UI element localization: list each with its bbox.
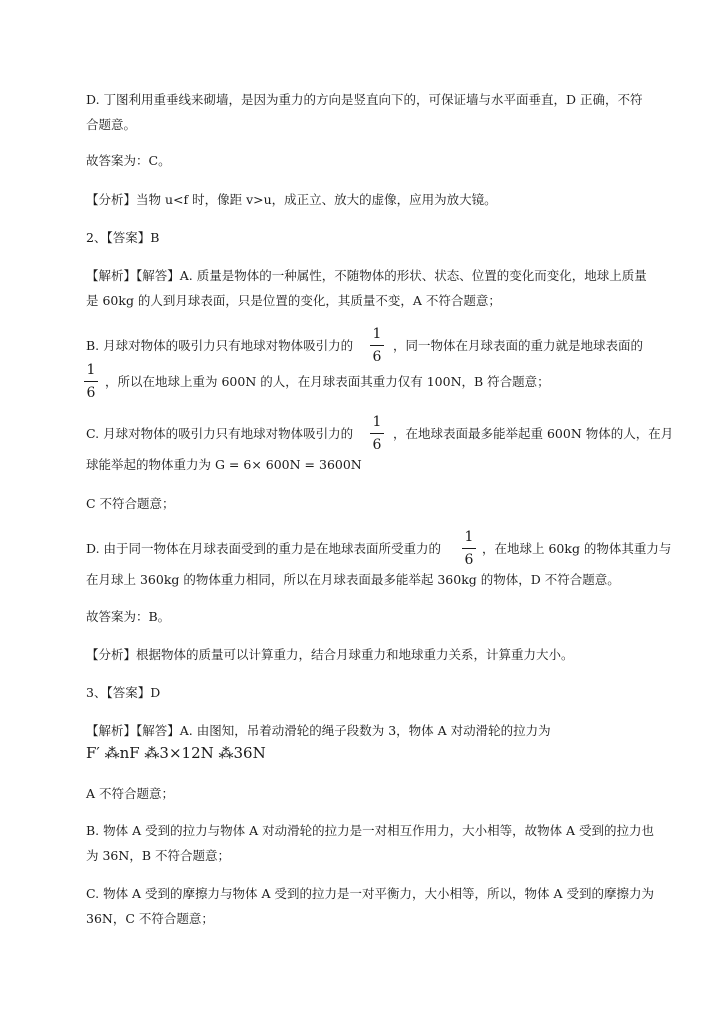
answer-heading: 2、【答案】B	[86, 230, 160, 245]
text-line: A 不符合题意；	[86, 786, 175, 801]
text-line: 为 36N，B 不符合题意；	[86, 848, 230, 863]
text-line: D. 丁图利用重垂线来砌墙，是因为重力的方向是竖直向下的，可保证墙与水平面垂直，D 正确，不符	[86, 92, 643, 107]
analysis-paragraph: 【分析】根据物体的质量可以计算重力，结合月球重力和地球重力关系，计算重力大小。	[86, 647, 574, 662]
text-line: 36N，C 不符合题意；	[86, 911, 214, 926]
text-line: 【解析】【解答】A. 质量是物体的一种属性，不随物体的形状、状态、位置的变化而变化，地球上质量	[86, 268, 647, 283]
text-line: 球能举起的物体重力为 G = 6× 600N = 3600N	[86, 457, 362, 472]
formula-line: F′ ⁂nF ⁂3×12N ⁂36N	[86, 744, 266, 762]
fraction-one-sixth	[84, 361, 98, 402]
text-line: B. 物体 A 受到的拉力与物体 A 对动滑轮的拉力是一对相互作用力，大小相等，故物体 A 受到的拉力也	[86, 823, 655, 838]
answer-heading: 3、【答案】D	[86, 685, 161, 700]
text-line: 故答案为：B。	[86, 609, 171, 624]
text-line: C. 物体 A 受到的摩擦力与物体 A 受到的拉力是一对平衡力，大小相等，所以，物体 A 受到的摩擦力为	[86, 886, 654, 901]
text-line: 是 60kg 的人到月球表面，只是位置的变化，其质量不变，A 不符合题意；	[86, 293, 501, 308]
text-line: 合题意。	[86, 117, 137, 132]
text-line: ，在地球上 60kg 的物体其重力与	[482, 541, 672, 556]
text-line: ，在地球表面最多能举起重 600N 物体的人，在月	[393, 426, 674, 441]
fraction-numerator: 1	[372, 414, 382, 430]
text-line: ，同一物体在月球表面的重力就是地球表面的	[393, 338, 644, 353]
fraction-numerator: 1	[372, 326, 382, 342]
text-line: 在月球上 360kg 的物体重力相同，所以在月球表面最多能举起 360kg 的物体，D 不符合题意。	[86, 572, 620, 587]
text-line: B. 月球对物体的吸引力只有地球对物体吸引力的	[86, 338, 354, 353]
text-line: C 不符合题意；	[86, 496, 175, 511]
fraction-one-sixth	[462, 528, 476, 569]
fraction-one-sixth	[370, 413, 384, 454]
analysis-paragraph: 【分析】当物 u<f 时，像距 v>u，成正立、放大的虚像，应用为放大镜。	[86, 192, 497, 207]
fraction-one-sixth	[370, 325, 384, 366]
text-line: 故答案为：C。	[86, 153, 171, 168]
fraction-denominator: 6	[464, 552, 474, 568]
text-line: 【解析】【解答】A. 由图知，吊着动滑轮的绳子段数为 3，物体 A 对动滑轮的拉力为	[86, 723, 551, 738]
fraction-numerator: 1	[464, 529, 474, 545]
fraction-denominator: 6	[86, 385, 96, 401]
fraction-denominator: 6	[372, 349, 382, 365]
text-line: C. 月球对物体的吸引力只有地球对物体吸引力的	[86, 426, 354, 441]
fraction-numerator: 1	[86, 362, 96, 378]
fraction-denominator: 6	[372, 437, 382, 453]
text-line: ，所以在地球上重为 600N 的人，在月球表面其重力仅有 100N，B 符合题意；	[105, 374, 550, 389]
text-line: D. 由于同一物体在月球表面受到的重力是在地球表面所受重力的	[86, 541, 442, 556]
